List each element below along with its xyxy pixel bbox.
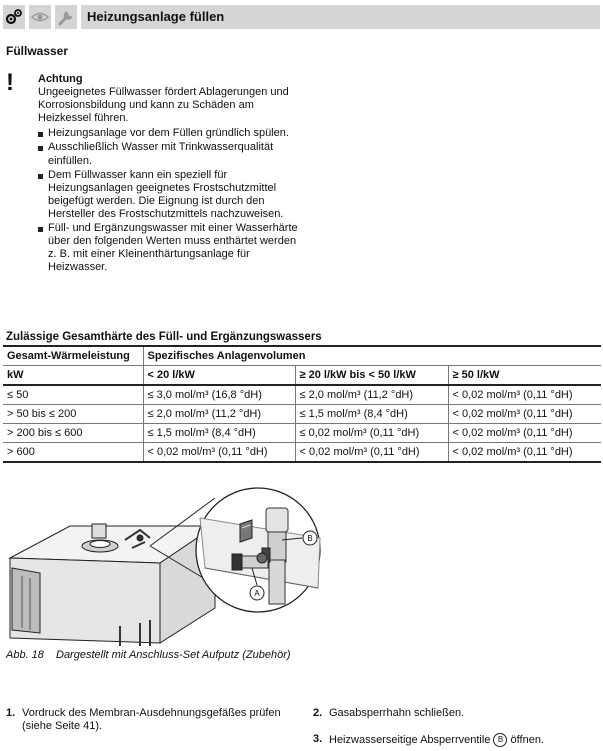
wrench-icon (55, 5, 77, 29)
table-cell: < 0,02 mol/m³ (0,11 °dH) (448, 424, 601, 443)
table-cell: < 0,02 mol/m³ (0,11 °dH) (448, 405, 601, 424)
valve-b-reference-icon: B (493, 733, 507, 747)
warning-item: Füll- und Ergänzungswasser mit einer Wasserhärte über den folgenden Werten muss enthärtet werden z. B. mit einer Kleinenthärtungsanlage für Heizwasser. (38, 222, 300, 274)
step-number: 3. (313, 733, 323, 745)
table-caption: Zulässige Gesamthärte des Füll- und Ergänzungswassers (6, 331, 322, 343)
table-header-row (3, 346, 601, 366)
table-cell: ≤ 2,0 mol/m³ (11,2 °dH) (295, 385, 448, 405)
table-cell: ≤ 2,0 mol/m³ (11,2 °dH) (143, 405, 295, 424)
table-row (3, 443, 601, 463)
table-cell: > 50 bis ≤ 200 (3, 405, 143, 424)
warning-item: Heizungsanlage vor dem Füllen gründlich spülen. (38, 127, 300, 140)
figure-caption-text: Dargestellt mit Anschluss-Set Aufputz (Zubehör) (56, 649, 291, 661)
figure-illustration (0, 468, 603, 648)
table-cell: < 0,02 mol/m³ (0,11 °dH) (295, 443, 448, 463)
eye-icon (29, 5, 51, 29)
step-number: 1. (6, 707, 16, 719)
page-header (3, 4, 600, 30)
table-header: kW (3, 366, 143, 386)
warning-box (38, 73, 300, 275)
table-cell: ≤ 3,0 mol/m³ (16,8 °dH) (143, 385, 295, 405)
warning-item: Dem Füllwasser kann ein speziell für Heizungsanlagen geeignetes Frostschutzmittel beigefügt werden. Die Eignung ist durch den Hersteller des Frostschutzmittels nachzuweisen. (38, 169, 300, 221)
table-header: ≥ 20 l/kW bis < 50 l/kW (295, 366, 448, 386)
step-text: Heizwasserseitige Absperrventile (329, 733, 491, 746)
table-cell: < 0,02 mol/m³ (0,11 °dH) (448, 385, 601, 405)
table-cell: < 0,02 mol/m³ (0,11 °dH) (143, 443, 295, 463)
figure-caption (6, 648, 306, 662)
step-text-end: öffnen. (510, 733, 544, 746)
step-number: 2. (313, 707, 323, 719)
callout-b-icon (303, 531, 317, 545)
table-cell: < 0,02 mol/m³ (0,11 °dH) (448, 443, 601, 463)
table-cell: ≤ 1,5 mol/m³ (8,4 °dH) (143, 424, 295, 443)
table-header: Spezifisches Anlagenvolumen (143, 346, 601, 366)
table-row (3, 424, 601, 443)
table-row (3, 405, 601, 424)
table-row (3, 385, 601, 405)
warning-title: Achtung (38, 73, 83, 85)
header-bar (81, 5, 600, 29)
step-text: Vordruck des Membran-Ausdehnungsgefäßes prüfen (siehe Seite 41). (22, 707, 281, 732)
section-title: Füllwasser (6, 44, 69, 58)
callout-b-label: B (307, 534, 313, 543)
callout-a-label: A (254, 589, 260, 598)
hardness-table (3, 345, 601, 463)
table-header: ≥ 50 l/kW (448, 366, 601, 386)
warning-intro: Ungeeignetes Füllwasser fördert Ablagerungen und Korrosionsbildung und kann zu Schäden am Heizkessel führen. (38, 86, 289, 125)
table-header: < 20 l/kW (143, 366, 295, 386)
tools-icon (3, 5, 25, 29)
table-cell: ≤ 50 (3, 385, 143, 405)
table-cell: ≤ 0,02 mol/m³ (0,11 °dH) (295, 424, 448, 443)
callout-a-icon (250, 586, 264, 600)
page-title: Heizungsanlage füllen (87, 9, 225, 24)
table-cell: > 200 bis ≤ 600 (3, 424, 143, 443)
warning-list (38, 127, 300, 274)
table-header: Gesamt-Wärmeleistung (3, 346, 143, 366)
warning-icon: ! (6, 69, 14, 96)
table-cell: > 600 (3, 443, 143, 463)
table-header-row (3, 366, 601, 386)
table-cell: ≤ 1,5 mol/m³ (8,4 °dH) (295, 405, 448, 424)
step-text: Gasabsperrhahn schließen. (329, 707, 465, 719)
figure-number: Abb. 18 (6, 649, 44, 661)
warning-item: Ausschließlich Wasser mit Trinkwasserqualität einfüllen. (38, 141, 300, 167)
boiler-drawing (0, 468, 603, 648)
